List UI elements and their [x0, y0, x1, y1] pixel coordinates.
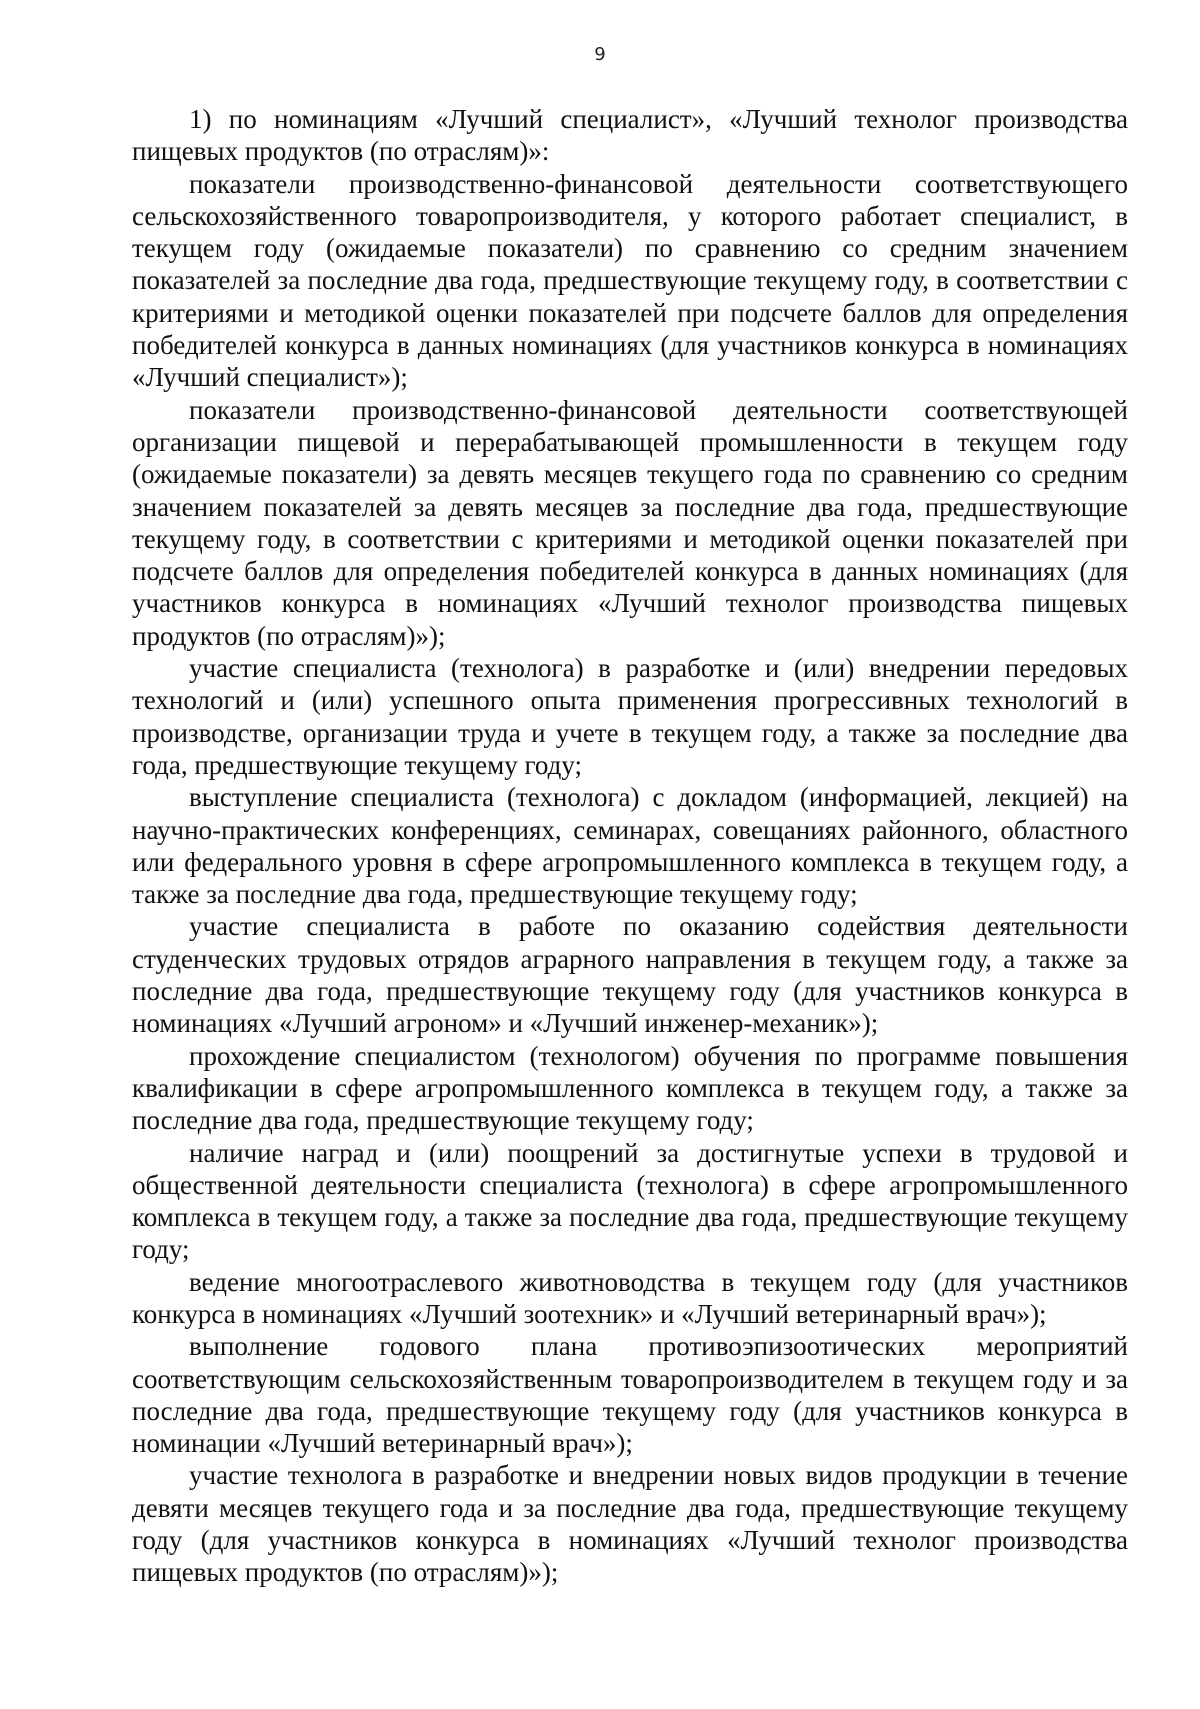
paragraph-nominations-intro: 1) по номинациям «Лучший специалист», «Лучший технолог производства пищевых продуктов (по отраслям)»: [132, 104, 1128, 167]
paragraph-new-products: участие технолога в разработке и внедрении новых видов продукции в течение девяти месяцев текущего года и за последние два года, предшествующие текущему году (для участников конкурса в номинациях «Лучший технолог производства пищевых продуктов (по отраслям)»); [132, 1460, 1128, 1588]
paragraph-advanced-technologies: участие специалиста (технолога) в разработке и (или) внедрении передовых технологий и (или) успешного опыта применения прогрессивных технологий в производстве, организации труда и учете в текущем году, а также за последние два года, предшествующие текущему году; [132, 653, 1128, 780]
page-number: 9 [594, 44, 606, 65]
paragraph-indicators-food-industry: показатели производственно-финансовой деятельности соответствующей организации пищевой и перерабатывающей промышленности в текущем году (ожидаемые показатели) за девять месяцев текущего года по сравнению со средним значением показателей за девять месяцев за последние два года, предшествующие текущему году, в соответствии с критериями и методикой оценки показателей при подсчете баллов для определения победителей конкурса в данных номинациях (для участников конкурса в номинациях «Лучший технолог производства пищевых продуктов (по отраслям)»); [132, 394, 1128, 651]
paragraph-training: прохождение специалистом (технологом) обучения по программе повышения квалификации в сфере агропромышленного комплекса в текущем году, а также за последние два года, предшествующие текущему году; [132, 1040, 1128, 1136]
paragraph-indicators-producer: показатели производственно-финансовой деятельности соответствующего сельскохозяйственного товаропроизводителя, у которого работает специалист, в текущем году (ожидаемые показатели) по сравнению со средним значением показателей за последние два года, предшествующие текущему году, в соответствии с критериями и методикой оценки показателей при подсчете баллов для определения победителей конкурса в данных номинациях (для участников конкурса в номинациях «Лучший специалист»); [132, 168, 1128, 393]
paragraph-student-brigades: участие специалиста в работе по оказанию содействия деятельности студенческих трудовых отрядов аграрного направления в текущем году, а также за последние два года, предшествующие текущему году (для участников конкурса в номинациях «Лучший агроном» и «Лучший инженер-механик»); [132, 911, 1128, 1039]
paragraph-livestock: ведение многоотраслевого животноводства в текущем году (для участников конкурса в номинациях «Лучший зоотехник» и «Лучший ветеринарный врач»); [132, 1266, 1128, 1329]
paragraph-conference-reports: выступление специалиста (технолога) с докладом (информацией, лекцией) на научно-практических конференциях, семинарах, совещаниях районного, областного или федерального уровня в сфере агропромышленного комплекса в текущем году, а также за последние два года, предшествующие текущему году; [132, 782, 1128, 910]
document-body [132, 103, 1128, 1589]
paragraph-awards: наличие наград и (или) поощрений за достигнутые успехи в трудовой и общественной деятельности специалиста (технолога) в сфере агропромышленного комплекса в текущем году, а также за последние два года, предшествующие текущему году; [132, 1137, 1128, 1265]
paragraph-antiepizootic-plan: выполнение годового плана противоэпизоотических мероприятий соответствующим сельскохозяйственным товаропроизводителем в текущем году и за последние два года, предшествующие текущему году (для участников конкурса в номинации «Лучший ветеринарный врач»); [132, 1331, 1128, 1459]
